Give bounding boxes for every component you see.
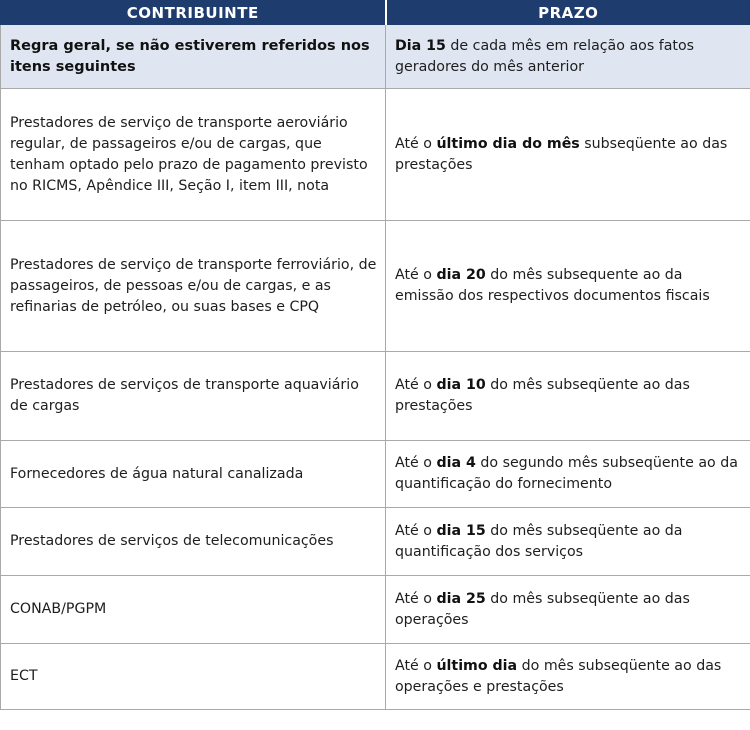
table-row [1, 441, 750, 508]
table-header-row [1, 1, 750, 25]
prazo-before: Até o [395, 135, 437, 152]
prazo-after: de cada mês em relação aos fatos geradores do mês anterior [395, 37, 695, 75]
contribuinte-cell: ECT [1, 644, 386, 710]
prazo-after: subseqüente ao das prestações [395, 135, 728, 173]
prazo-before: Até o [395, 522, 437, 539]
prazo-deadline: dia 10 [436, 377, 486, 393]
contribuinte-cell: CONAB/PGPM [1, 576, 386, 644]
prazo-before: Até o [395, 657, 437, 674]
contribuinte-cell: Regra geral, se não estiverem referidos nos itens seguintes [1, 25, 386, 89]
table-row [1, 25, 750, 89]
prazo-deadline: último dia [436, 657, 518, 674]
prazo-deadline: dia 4 [436, 455, 476, 471]
table-row [1, 576, 750, 644]
table-row [1, 352, 750, 441]
prazo-cell [386, 644, 750, 710]
contribuinte-cell: Fornecedores de água natural canalizada [1, 441, 386, 508]
prazo-cell [386, 89, 750, 221]
prazo-after: do segundo mês subseqüente ao da quantificação do fornecimento [395, 455, 738, 492]
prazo-cell [386, 25, 750, 89]
header-contribuinte: CONTRIBUINTE [1, 1, 386, 25]
prazo-deadline: dia 25 [436, 590, 486, 607]
prazo-deadline: dia 20 [436, 267, 486, 283]
table-row [1, 508, 750, 576]
prazo-before: Até o [395, 590, 437, 607]
prazo-deadline: dia 15 [436, 522, 486, 539]
prazo-after: do mês subseqüente ao das prestações [395, 377, 690, 414]
prazo-before: Até o [395, 377, 437, 393]
prazo-after: do mês subseqüente ao das operações [395, 590, 690, 628]
prazo-cell [386, 352, 750, 441]
prazo-cell [386, 508, 750, 576]
prazo-after: do mês subseqüente ao das operações e prestações [395, 657, 722, 695]
table-row [1, 644, 750, 710]
prazo-deadline: Dia 15 [395, 37, 446, 54]
contribuinte-cell: Prestadores de serviços de telecomunicações [1, 508, 386, 576]
prazo-before: Até o [395, 455, 437, 471]
contribuinte-cell: Prestadores de serviço de transporte aeroviário regular, de passageiros e/ou de cargas, que tenham optado pelo prazo de pagamento previsto no RICMS, Apêndice III, Seção I, item III, nota [1, 89, 386, 221]
prazo-after: do mês subseqüente ao da quantificação dos serviços [395, 522, 683, 560]
prazo-deadline: último dia do mês [436, 135, 580, 152]
contribuinte-cell: Prestadores de serviços de transporte aquaviário de cargas [1, 352, 386, 441]
contribuinte-cell: Prestadores de serviço de transporte ferroviário, de passageiros, de pessoas e/ou de cargas, e as refinarias de petróleo, ou suas bases e CPQ [1, 221, 386, 352]
prazo-after: do mês subsequente ao da emissão dos respectivos documentos fiscais [395, 267, 710, 304]
prazo-cell [386, 576, 750, 644]
table-row [1, 221, 750, 352]
table-row [1, 89, 750, 221]
header-prazo: PRAZO [386, 1, 750, 25]
prazo-before: Até o [395, 267, 437, 283]
prazo-cell [386, 221, 750, 352]
prazo-cell [386, 441, 750, 508]
